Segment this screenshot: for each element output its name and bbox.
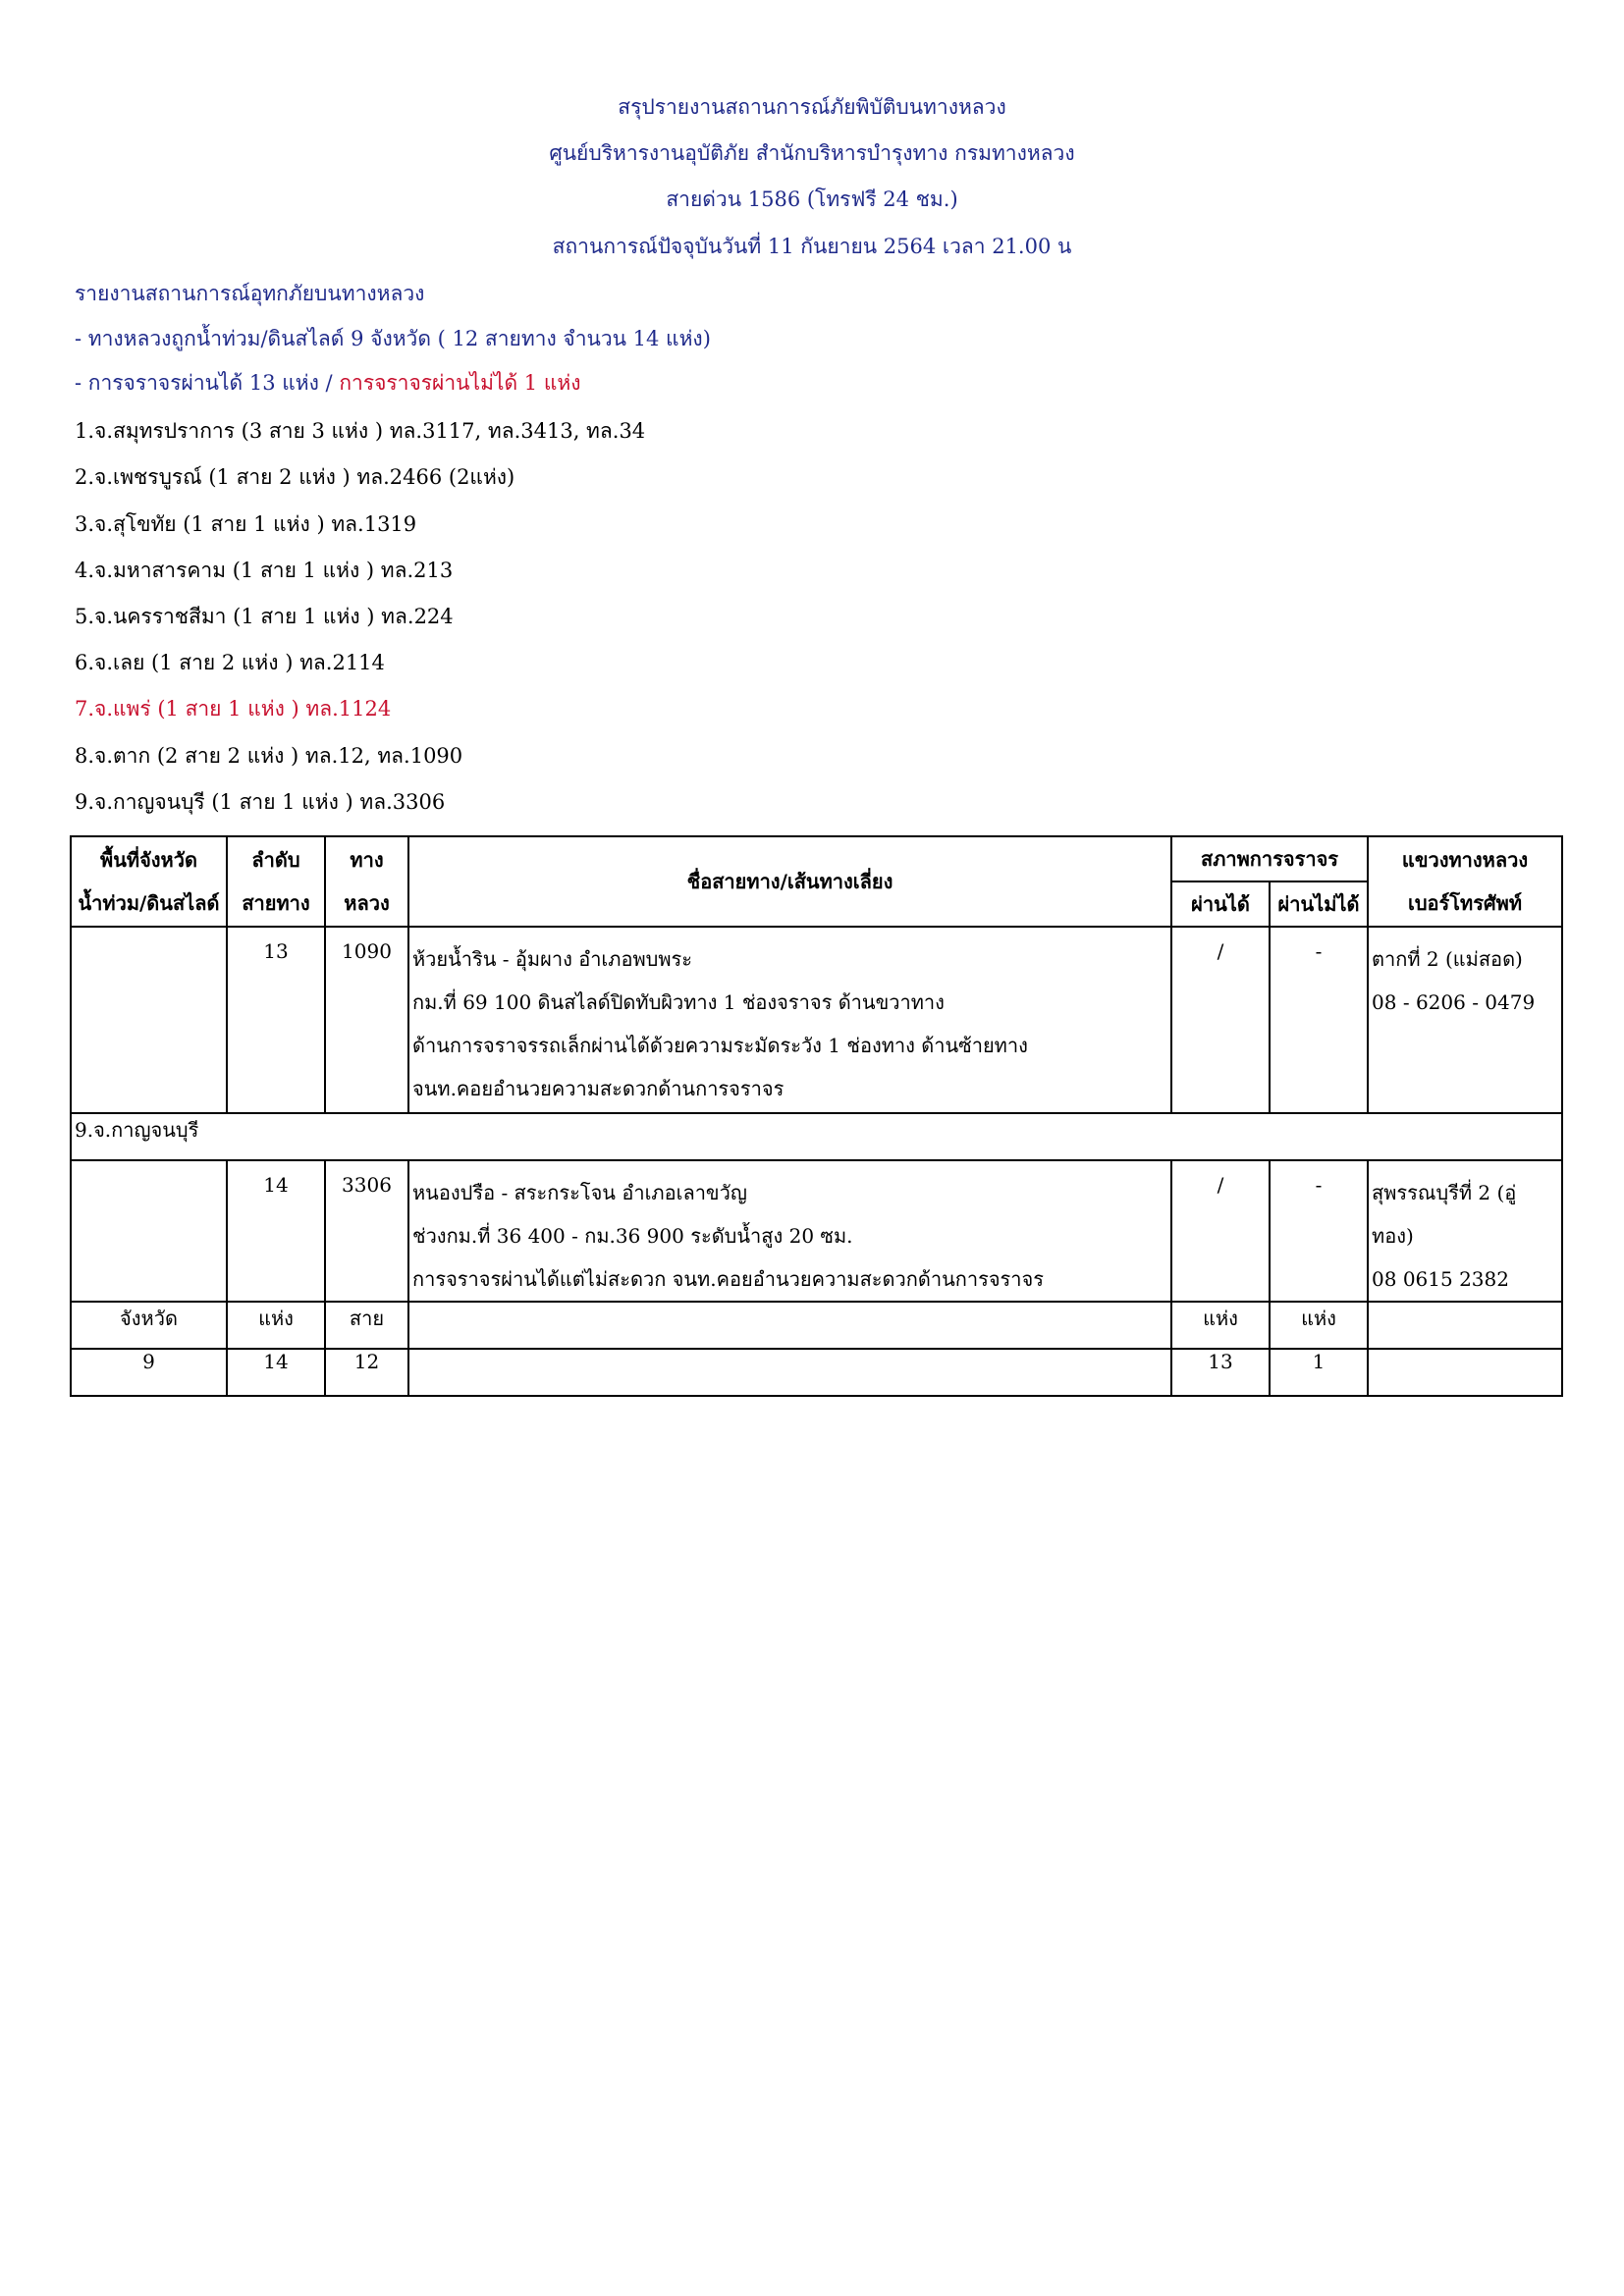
cell-order: 13	[227, 927, 325, 1113]
totals-label-province: จังหวัด	[71, 1302, 227, 1349]
province-item: 9.จ.กาญจนบุรี (1 สาย 1 แห่ง ) ทล.3306	[75, 790, 446, 814]
summary-traffic	[75, 367, 580, 400]
totals-label-nopass: แห่ง	[1270, 1302, 1368, 1349]
totals-label-blank	[408, 1302, 1171, 1349]
total-blank	[408, 1349, 1171, 1396]
province-item: 5.จ.นครราชสีมา (1 สาย 1 แห่ง ) ทล.224	[75, 605, 454, 628]
col-road-header: ทาง หลวง	[325, 836, 408, 927]
report-title: สรุปรายงานสถานการณ์ภัยพิบัติบนทางหลวง	[618, 95, 1006, 119]
totals-label-routes: สาย	[325, 1302, 408, 1349]
totals-label-row	[71, 1302, 1562, 1349]
cell-order: 14	[227, 1160, 325, 1302]
totals-label-places: แห่ง	[227, 1302, 325, 1349]
cell-pass: /	[1171, 927, 1270, 1113]
col-office-header: แขวงทางหลวง เบอร์โทรศัพท์	[1368, 836, 1562, 927]
total-routes: 12	[325, 1349, 408, 1396]
col-area-header: พื้นที่จังหวัด น้ำท่วม/ดินสไลด์	[71, 836, 227, 927]
province-item-highlighted: 7.จ.แพร่ (1 สาย 1 แห่ง ) ทล.1124	[75, 697, 392, 721]
total-places: 14	[227, 1349, 325, 1396]
table-row	[71, 927, 1562, 1113]
cell-route: หนองปรือ - สระกระโจน อำเภอเลาขวัญ ช่วงกม.ที่ 36 400 - กม.36 900 ระดับน้ำสูง 20 ซม. การจราจรผ่านได้แต่ไม่สะดวก จนท.คอยอำนวยความสะดวกด้านการจราจร	[408, 1160, 1171, 1302]
cell-nopass: -	[1270, 1160, 1368, 1302]
cell-nopass: -	[1270, 927, 1368, 1113]
summary-passable: - การจราจรผ่านได้ 13 แห่ง /	[75, 371, 333, 395]
cell-route: ห้วยน้ำริน - อุ้มผาง อำเภอพบพระ กม.ที่ 69 100 ดินสไลด์ปิดทับผิวทาง 1 ช่องจราจร ด้านขวาทาง ด้านการจราจรรถเล็กผ่านได้ด้วยความระมัดระวัง 1 ช่องทาง ด้านซ้ายทาง จนท.คอยอำนวยความสะดวกด้านการจราจร	[408, 927, 1171, 1113]
province-item: 8.จ.ตาก (2 สาย 2 แห่ง ) ทล.12, ทล.1090	[75, 744, 463, 768]
province-item: 1.จ.สมุทรปราการ (3 สาย 3 แห่ง ) ทล.3117, ทล.3413, ทล.34	[75, 419, 646, 443]
cell-road: 1090	[325, 927, 408, 1113]
province-item: 6.จ.เลย (1 สาย 2 แห่ง ) ทล.2114	[75, 651, 385, 674]
total-pass: 13	[1171, 1349, 1270, 1396]
total-province: 9	[71, 1349, 227, 1396]
province-item: 3.จ.สุโขทัย (1 สาย 1 แห่ง ) ทล.1319	[75, 512, 417, 536]
totals-label-pass: แห่ง	[1171, 1302, 1270, 1349]
province-item: 4.จ.มหาสารคาม (1 สาย 1 แห่ง ) ทล.213	[75, 559, 454, 582]
summary-impassable: การจราจรผ่านไม่ได้ 1 แห่ง	[339, 371, 581, 395]
cell-road: 3306	[325, 1160, 408, 1302]
cell-contact: สุพรรณบุรีที่ 2 (อู่ ทอง) 08 0615 2382	[1368, 1160, 1562, 1302]
cell-pass: /	[1171, 1160, 1270, 1302]
total-nopass: 1	[1270, 1349, 1368, 1396]
col-pass-header: ผ่านได้	[1171, 881, 1270, 927]
col-nopass-header: ผ่านไม่ได้	[1270, 881, 1368, 927]
cell-area	[71, 1160, 227, 1302]
province-item: 2.จ.เพชรบูรณ์ (1 สาย 2 แห่ง ) ทล.2466 (2แห่ง)	[75, 465, 515, 489]
report-agency: ศูนย์บริหารงานอุบัติภัย สำนักบริหารบำรุงทาง กรมทางหลวง	[549, 141, 1075, 165]
totals-row	[71, 1349, 1562, 1396]
report-datetime: สถานการณ์ปัจจุบันวันที่ 11 กันยายน 2564 เวลา 21.00 น	[552, 235, 1072, 258]
table-row	[71, 1160, 1562, 1302]
cell-contact: ตากที่ 2 (แม่สอด) 08 - 6206 - 0479	[1368, 927, 1562, 1113]
cell-area	[71, 927, 227, 1113]
col-traffic-header: สภาพการจราจร	[1171, 836, 1368, 881]
totals-label-office	[1368, 1302, 1562, 1349]
col-order-header: ลำดับ สายทาง	[227, 836, 325, 927]
col-route-header: ชื่อสายทาง/เส้นทางเลี่ยง	[408, 836, 1171, 927]
situation-table	[70, 835, 1563, 1397]
summary-affected: - ทางหลวงถูกน้ำท่วม/ดินสไลด์ 9 จังหวัด ( 12 สายทาง จำนวน 14 แห่ง)	[75, 327, 711, 350]
total-office	[1368, 1349, 1562, 1396]
province-group-row	[71, 1113, 1562, 1160]
summary-title: รายงานสถานการณ์อุทกภัยบนทางหลวง	[75, 282, 425, 305]
hotline: สายด่วน 1586 (โทรฟรี 24 ชม.)	[666, 187, 958, 211]
province-group-label: 9.จ.กาญจนบุรี	[71, 1113, 1562, 1160]
